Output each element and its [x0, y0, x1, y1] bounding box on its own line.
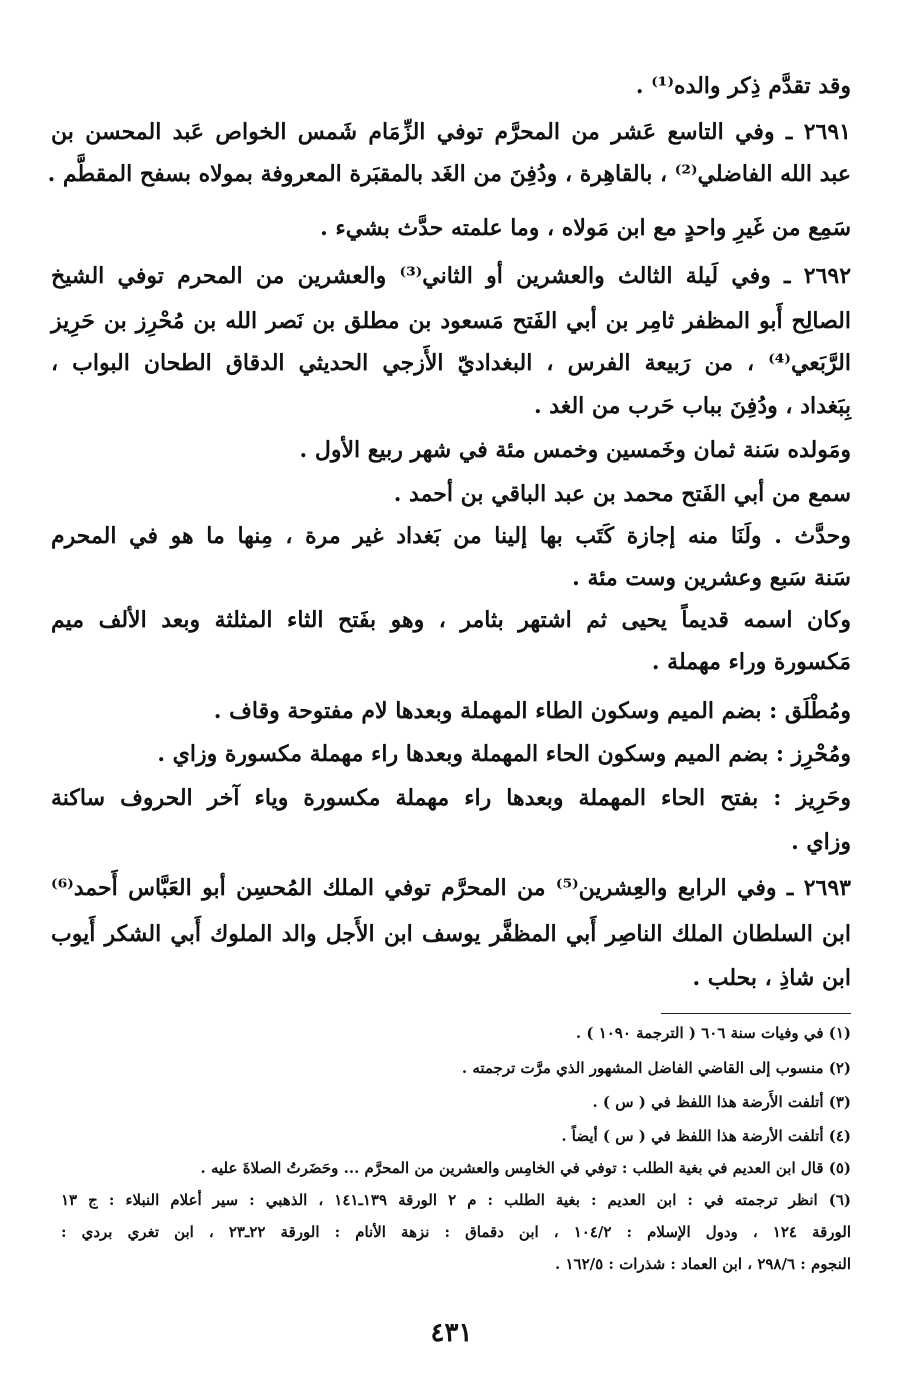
footnote: (١) في وفيات سنة ٦٠٦ ( الترجمة ١٠٩٠ ) .	[575, 1024, 851, 1042]
text-line: سَمِع من غَيرِ واحدٍ مع ابن مَولاه ، وما علمته حدَّث بشيء .	[320, 215, 851, 241]
entry-2691-line: ٢٦٩١ ـ وفي التاسع عَشر من المحرَّم توفي الزِّمَام شَمس الخواص عَبد المحسن بن	[51, 119, 851, 145]
footnote: (٥) قال ابن العديم في بغية الطلب : توفي في الخامِس والعشرين من المحرَّم ... وحَضَرتُ الصلاةَ عليه .	[200, 1159, 851, 1177]
text-line: سَنة سَبع وعشرين وست مئة .	[572, 565, 851, 591]
text-line: وزاي .	[791, 829, 851, 855]
text-line: سمع من أبي الفَتح محمد بن عبد الباقي بن أحمد .	[393, 481, 851, 507]
text-line: وقد تقدَّم ذِكر والده⁽¹⁾ .	[635, 73, 851, 99]
footnote: (٤) أتلفت الأرضة هذا اللفظ في ( س ) أيضاً .	[561, 1127, 851, 1145]
text-line: مَكسورة وراء مهملة .	[651, 649, 851, 675]
text-line: ومُطْلَق : بضم الميم وسكون الطاء المهملة وبعدها لام مفتوحة وقاف .	[213, 698, 851, 724]
footnote: الورقة ١٢٤ ، ودول الإسلام : ١٠٤/٢ ، ابن دقماق : نزهة الأنام : الورقة ٢٢ـ٢٣ ، ابن تغري بردي :	[61, 1223, 851, 1241]
footnote-divider	[661, 1013, 851, 1014]
text-line: عبد الله الفاضلي⁽²⁾ ، بالقاهِرة ، ودُفِنَ من الغَد بالمقبَرة المعروفة بمولاه بسفح المقطَّم .	[47, 161, 851, 187]
text-line: وحدَّث . ولَنَا منه إجازة كَتَب بها إلينا من بَغداد غير مرة ، مِنها ما هو في المحرم	[51, 523, 851, 549]
text-line: ومَولده سَنة ثمان وخَمسين وخمس مئة في شهر ربيع الأول .	[299, 437, 851, 463]
footnote: النجوم : ٢٩٨/٦ ، ابن العماد : شذرات : ١٦٢/٥ .	[555, 1255, 851, 1273]
text-line: بِبَغداد ، ودُفِنَ بباب حَرب من الغد .	[533, 393, 851, 419]
footnote: (٣) أتلفت الأَرضة هذا اللفظ في ( س ) .	[592, 1093, 851, 1111]
entry-2693-line: ٢٦٩٣ ـ وفي الرابع والعِشرين⁽⁵⁾ من المحرَّم توفي الملك المُحسِن أبو العَبَّاس أَحمد⁽⁶⁾	[51, 875, 851, 901]
entry-2692-line: ٢٦٩٢ ـ وفي لَيلة الثالث والعشرين أو الثاني⁽³⁾ والعشرين من المحرم توفي الشيخ	[51, 263, 852, 289]
text-line: ومُحْرِز : بضم الميم وسكون الحاء المهملة وبعدها راء مهملة مكسورة وزاي .	[157, 741, 851, 767]
footnote: (٢) منسوب إلى القاضي الفاضل المشهور الذي مرَّت ترجمته .	[461, 1059, 851, 1077]
text-line: الصالِح أَبو المظفر ثامِر بن أبي الفَتح مَسعود بن مطلق بن نَصر الله بن مُحْرِز بن حَرِيز	[51, 308, 851, 334]
text-line: وحَرِيز : بفتح الحاء المهملة وبعدها راء مهملة مكسورة وياء آخر الحروف ساكنة	[51, 785, 851, 811]
text-line: ابن شاذِ ، بحلب .	[692, 965, 851, 991]
text-line: الرَّبَعي⁽⁴⁾ ، من رَبيعة الفرس ، البغداديّ الأَزجي الحديثي الدقاق الطحان البواب ،	[51, 350, 851, 376]
text-line: وكان اسمه قديماً يحيى ثم اشتهر بثامر ، وهو بفَتح الثاء المثلثة وبعد الألف ميم	[51, 607, 851, 633]
page-number: ٤٣١	[430, 1318, 473, 1348]
text-line: ابن السلطان الملك الناصِر أَبي المظفَّر يوسف ابن الأَجل والد الملوك أَبي الشكر أَيوب	[51, 921, 851, 947]
footnote: (٦) انظر ترجمته في : ابن العديم : بغية الطلب : م ٢ الورقة ١٣٩ـ١٤١ ، الذهبي : سير أعلام النبلاء : ج ١٣	[61, 1191, 852, 1209]
